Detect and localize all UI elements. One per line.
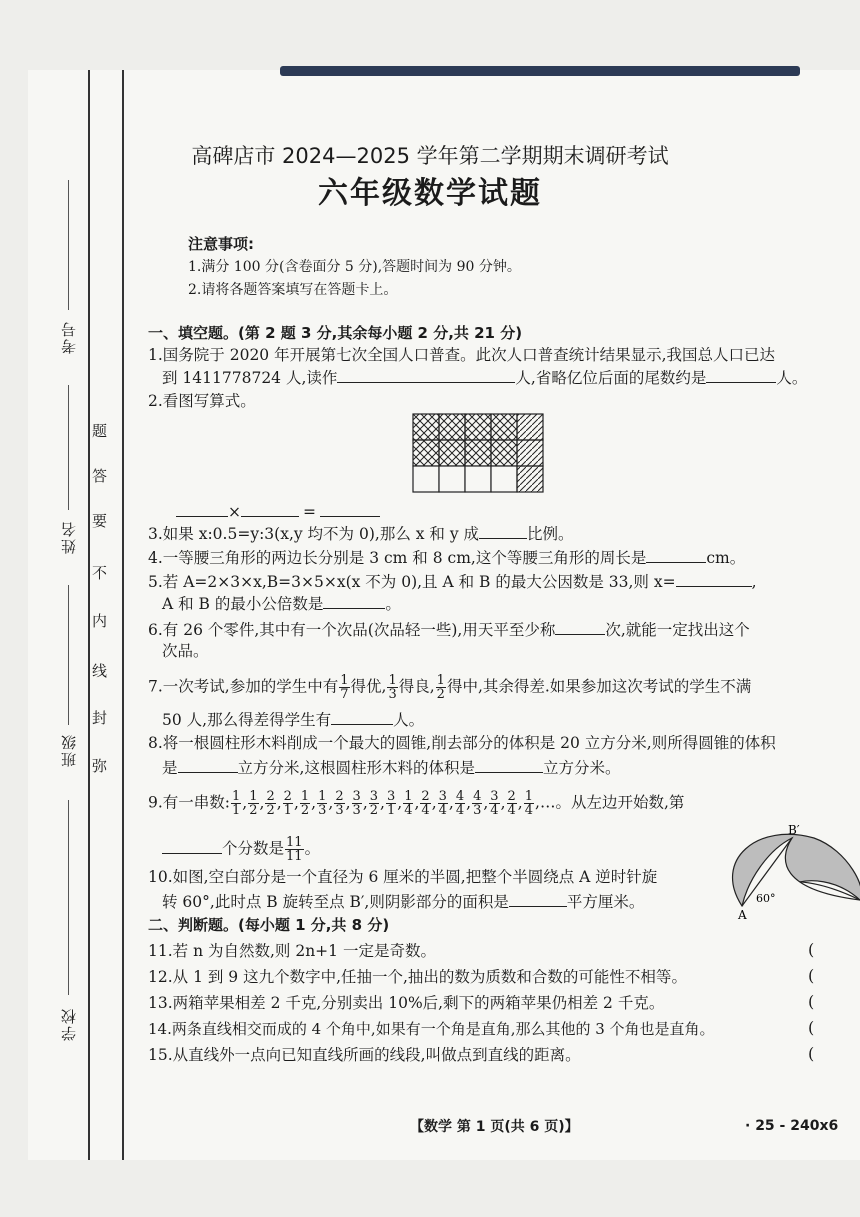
fraction: $\frac{1}{4}$	[524, 789, 534, 818]
fraction: $\frac{2}{3}$	[335, 789, 344, 818]
fraction: $\frac{3}{4}$	[490, 789, 499, 818]
fraction: $\frac{11}{11}$	[286, 835, 303, 864]
question-10-line2: 转 60°,此时点 B 旋转至点 B′,则阴影部分的面积是 平方厘米。	[162, 890, 644, 913]
question-10-line1: 10.如图,空白部分是一个直径为 6 厘米的半圆,把整个半圆绕点 A 逆时针旋	[148, 868, 658, 886]
grid-figure	[412, 413, 546, 493]
page-number: 【数学 第 1 页(共 6 页)】	[410, 1119, 579, 1135]
exam-code: · 25 - 240x6	[745, 1118, 839, 1134]
grid-cell	[439, 414, 465, 440]
field-line-school	[68, 800, 69, 995]
seal-char: 弥	[92, 757, 108, 775]
rotation-figure	[718, 820, 860, 920]
question-7-line2: 50 人,那么得差得学生有 人。	[162, 708, 424, 731]
answer-blank[interactable]	[320, 500, 380, 517]
answer-paren[interactable]: (	[808, 992, 815, 1011]
note-item: 2.请将各题答案填写在答题卡上。	[188, 282, 398, 298]
grid-cell	[413, 440, 439, 466]
fraction: $\frac{4}{4}$	[455, 789, 465, 818]
fraction: $\frac{4}{3}$	[473, 789, 482, 818]
fraction: $\frac{1}{3}$	[388, 673, 397, 702]
answer-blank[interactable]	[176, 500, 228, 517]
fraction: $\frac{1}{2}$	[300, 789, 310, 818]
question-4: 4.一等腰三角形的两边长分别是 3 cm 和 8 cm,这个等腰三角形的周长是 cm。	[148, 546, 745, 569]
note-item: 1.满分 100 分(含卷面分 5 分),答题时间为 90 分钟。	[188, 259, 521, 275]
answer-paren[interactable]: (	[808, 940, 815, 959]
question-8-line1: 8.将一根圆柱形木料削成一个最大的圆锥,削去部分的体积是 20 立方分米,则所得圆锥的体积	[148, 734, 776, 752]
label-exam-number: 考号	[60, 320, 78, 354]
label-class: 班级	[60, 733, 78, 767]
fraction: $\frac{1}{2}$	[249, 789, 258, 818]
answer-blank[interactable]	[178, 756, 238, 773]
scanner-edge	[280, 66, 800, 76]
question-9-line2: 个分数是 $\frac{11}{11}$ 。	[162, 836, 320, 863]
grid-cell	[413, 466, 439, 492]
fraction: $\frac{1}{7}$	[340, 673, 349, 702]
fraction: $\frac{1}{3}$	[318, 789, 327, 818]
label-a: A	[738, 908, 747, 920]
answer-blank[interactable]	[337, 366, 515, 383]
grid-cell	[517, 466, 543, 492]
question-6-line2: 次品。	[162, 642, 209, 660]
fraction: $\frac{2}{4}$	[421, 789, 430, 818]
fraction: $\frac{1}{4}$	[404, 789, 413, 818]
answer-blank[interactable]	[162, 837, 222, 854]
answer-blank[interactable]	[509, 890, 567, 907]
question-14: 14.两条直线相交而成的 4 个角中,如果有一个角是直角,那么其他的 3 个角也是直角。	[148, 1020, 715, 1038]
question-11: 11.若 n 为自然数,则 2n+1 一定是奇数。	[148, 942, 436, 960]
notes-heading: 注意事项:	[188, 235, 254, 253]
question-6-line1: 6.有 26 个零件,其中有一个次品(次品轻一些),用天平至少称 次,就能一定找出这个	[148, 618, 750, 641]
grid-cell	[491, 440, 517, 466]
fraction: $\frac{1}{1}$	[232, 789, 241, 818]
label-angle: 60°	[756, 892, 776, 905]
fraction: $\frac{3}{1}$	[386, 789, 396, 818]
question-2-formula: × =	[176, 500, 380, 523]
grid-cell	[413, 414, 439, 440]
answer-blank[interactable]	[646, 546, 706, 563]
question-2: 2.看图写算式。	[148, 392, 256, 410]
seal-char: 题	[92, 422, 108, 440]
field-line-class	[68, 585, 69, 725]
seal-char: 答	[92, 467, 108, 485]
fraction: $\frac{3}{3}$	[352, 789, 361, 818]
answer-blank[interactable]	[479, 522, 527, 539]
seal-char: 要	[92, 512, 108, 530]
fraction: $\frac{1}{2}$	[436, 673, 445, 702]
grid-cell	[465, 440, 491, 466]
answer-blank[interactable]	[331, 708, 393, 725]
grid-cell	[517, 440, 543, 466]
answer-blank[interactable]	[706, 366, 776, 383]
label-school: 学校	[60, 1007, 78, 1041]
seal-char: 封	[92, 709, 108, 727]
question-7-line1: 7.一次考试,参加的学生中有 $\frac{1}{7}$ 得优, $\frac{1}{3}$ 得良, $\frac{1}{2}$ 得中,其余得差.如果参加这次考试的学生不满	[148, 673, 752, 702]
question-8-line2: 是 立方分米,这根圆柱形木料的体积是 立方分米。	[162, 756, 620, 779]
section-heading-fill: 一、填空题。(第 2 题 3 分,其余每小题 2 分,共 21 分)	[148, 324, 523, 342]
seal-char: 内	[92, 612, 108, 630]
grid-cell	[465, 414, 491, 440]
question-9-line1: 9.有一串数: $\frac{1}{1}$ , $\frac{1}{2}$ , $\frac{2}{2}$ , $\frac{2}{1}$ , $\frac{1}{2}$ , $\frac{1}{3}$ , $\frac{2}{3}$ , $\frac{3}{3}$ , $\frac{3}{2}$ , $\frac{3}{1}$ , $\frac{1}{4}$ , $\frac{2}{4}$ , $\frac{3}{4}$ , $\frac{4}{4}$ , $\frac{4}{3}$ , $\frac{3}{4}$ , $\frac{2}{4}$ , $\frac{1}{4}$ ,…。从左边开始数,第	[148, 789, 685, 818]
fraction: $\frac{2}{1}$	[283, 789, 292, 818]
field-line-name	[68, 385, 69, 510]
fraction: $\frac{2}{4}$	[507, 789, 516, 818]
label-name: 姓名	[60, 520, 78, 554]
answer-blank[interactable]	[555, 618, 605, 635]
answer-blank[interactable]	[475, 756, 543, 773]
label-b-prime: B′	[788, 823, 800, 837]
fraction: $\frac{3}{2}$	[369, 789, 379, 818]
margin-line-inner	[122, 70, 124, 1160]
grid-cell	[439, 466, 465, 492]
grid-cell	[439, 440, 465, 466]
answer-paren[interactable]: (	[808, 1018, 815, 1037]
answer-blank[interactable]	[241, 500, 299, 517]
grid-cell	[491, 414, 517, 440]
grid-cell	[517, 414, 543, 440]
question-5-line2: A 和 B 的最小公倍数是 。	[162, 592, 401, 615]
exam-title: 高碑店市 2024—2025 学年第二学期期末调研考试	[191, 144, 669, 168]
fraction-sequence: $\frac{1}{1}$ , $\frac{1}{2}$ , $\frac{2}{2}$ , $\frac{2}{1}$ , $\frac{1}{2}$ , $\frac{1}{3}$ , $\frac{2}{3}$ , $\frac{3}{3}$ , $\frac{3}{2}$ , $\frac{3}{1}$ , $\frac{1}{4}$ , $\frac{2}{4}$ , $\frac{3}{4}$ , $\frac{4}{4}$ , $\frac{4}{3}$ , $\frac{3}{4}$ , $\frac{2}{4}$ , $\frac{1}{4}$	[232, 789, 534, 818]
answer-blank[interactable]	[323, 592, 385, 609]
question-1-line1: 1.国务院于 2020 年开展第七次全国人口普查。此次人口普查统计结果显示,我国总人口已达	[148, 346, 776, 364]
section-heading-judge: 二、判断题。(每小题 1 分,共 8 分)	[148, 916, 390, 934]
seal-char: 不	[92, 564, 108, 582]
question-13: 13.两箱苹果相差 2 千克,分别卖出 10%后,剩下的两箱苹果仍相差 2 千克。	[148, 994, 665, 1012]
exam-subject-title: 六年级数学试题	[318, 176, 542, 211]
answer-paren[interactable]: (	[808, 1044, 815, 1063]
margin-line-outer	[88, 70, 90, 1160]
question-15: 15.从直线外一点向已知直线所画的线段,叫做点到直线的距离。	[148, 1046, 581, 1064]
fraction: $\frac{2}{2}$	[266, 789, 275, 818]
answer-paren[interactable]: (	[808, 966, 815, 985]
grid-cell	[491, 466, 517, 492]
fraction: $\frac{3}{4}$	[438, 789, 447, 818]
seal-char: 线	[92, 662, 108, 680]
question-5-line1: 5.若 A=2×3×x,B=3×5×x(x 不为 0),且 A 和 B 的最大公因数是 33,则 x= ,	[148, 570, 757, 593]
answer-blank[interactable]	[676, 570, 752, 587]
grid-cell	[465, 466, 491, 492]
question-1-line2: 到 1411778724 人,读作 人,省略亿位后面的尾数约是 人。	[162, 366, 807, 389]
question-12: 12.从 1 到 9 这九个数字中,任抽一个,抽出的数为质数和合数的可能性不相等。	[148, 968, 687, 986]
question-3: 3.如果 x:0.5=y:3(x,y 均不为 0),那么 x 和 y 成 比例。	[148, 522, 574, 545]
